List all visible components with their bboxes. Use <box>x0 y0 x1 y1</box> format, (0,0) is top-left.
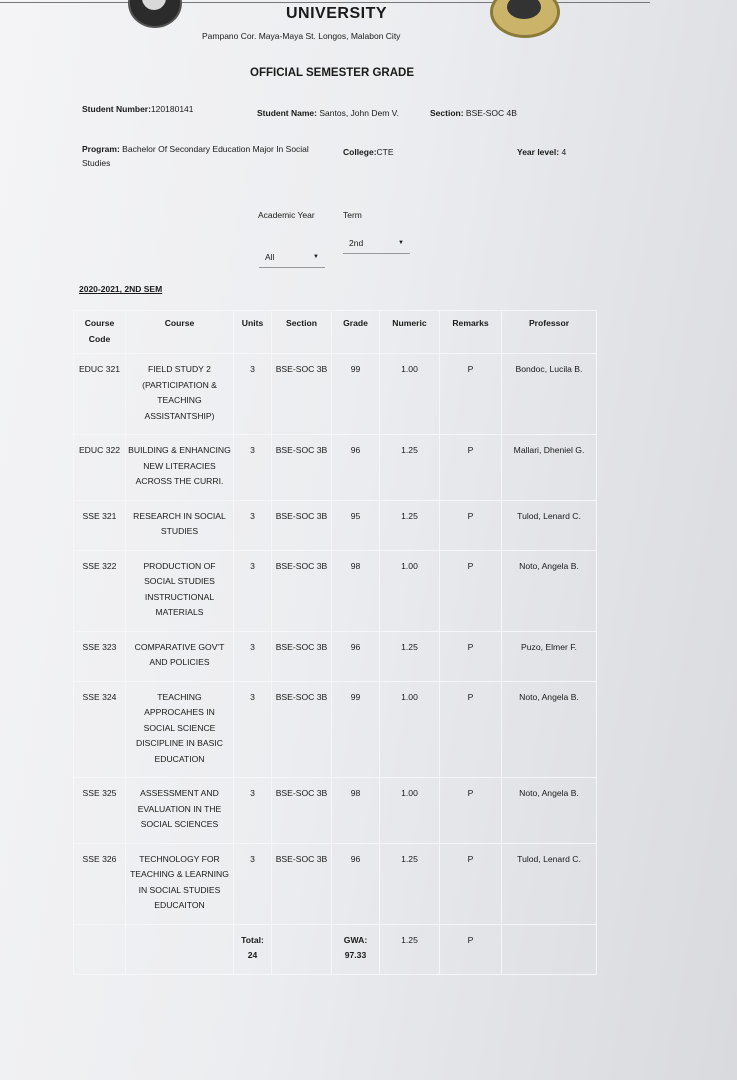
course-title: TECHNOLOGY FOR TEACHING & LEARNING IN SOCIAL STUDIES EDUCAITON <box>126 843 234 924</box>
numeric: 1.25 <box>380 631 440 681</box>
city-seal-icon <box>490 0 560 38</box>
gwa-value: 97.33 <box>344 950 367 960</box>
section: BSE-SOC 3B <box>272 550 332 631</box>
total-label: Total: <box>241 934 264 945</box>
course-code: SSE 322 <box>74 550 126 631</box>
course-title: FIELD STUDY 2 (PARTICIPATION & TEACHING ASSISTANTSHIP) <box>126 354 234 435</box>
grades-table <box>73 310 597 975</box>
professor: Tulod, Lenard C. <box>502 500 597 550</box>
course-title: RESEARCH IN SOCIAL STUDIES <box>126 500 234 550</box>
course-code: EDUC 321 <box>74 354 126 435</box>
grade: 96 <box>332 631 380 681</box>
remarks: P <box>440 843 502 924</box>
remarks: P <box>440 778 502 844</box>
table-row <box>74 778 597 844</box>
term-select[interactable] <box>343 232 410 254</box>
column-header: Course Code <box>74 311 126 354</box>
chevron-down-icon: ▼ <box>313 253 319 260</box>
course-title: TEACHING APPROCAHES IN SOCIAL SCIENCE DISCIPLINE IN BASIC EDUCATION <box>126 681 234 778</box>
table-row <box>74 435 597 501</box>
college-value: CTE <box>376 147 394 157</box>
units: 3 <box>234 778 272 844</box>
grade: 96 <box>332 843 380 924</box>
course-code: EDUC 322 <box>74 435 126 501</box>
column-header: Numeric <box>380 311 440 354</box>
section: BSE-SOC 3B <box>272 435 332 501</box>
units: 3 <box>234 681 272 778</box>
table-row <box>74 500 597 550</box>
gwa-label: GWA: <box>343 934 368 945</box>
semester-heading: 2020-2021, 2ND SEM <box>79 284 163 294</box>
section: BSE-SOC 3B <box>272 843 332 924</box>
column-header: Course <box>126 311 234 354</box>
numeric: 1.00 <box>380 778 440 844</box>
term-value: 2nd <box>349 237 364 248</box>
professor: Noto, Angela B. <box>502 778 597 844</box>
year-level-value: 4 <box>561 147 567 157</box>
student-number-field <box>82 102 194 116</box>
section-label: Section: <box>430 108 464 118</box>
academic-year-label: Academic Year <box>258 210 315 220</box>
student-number-value: 120180141 <box>150 104 194 114</box>
grade: 99 <box>332 354 380 435</box>
course-code: SSE 324 <box>74 681 126 778</box>
column-header: Units <box>234 311 272 354</box>
grade: 95 <box>332 500 380 550</box>
column-header: Professor <box>502 311 597 354</box>
section: BSE-SOC 3B <box>272 631 332 681</box>
section: BSE-SOC 3B <box>272 778 332 844</box>
section: BSE-SOC 3B <box>272 354 332 435</box>
total-units-cell <box>234 924 272 974</box>
program-value: Bachelor Of Secondary Education Major In Social Studies <box>82 144 309 168</box>
column-header: Remarks <box>440 311 502 354</box>
academic-year-select[interactable] <box>259 246 325 268</box>
course-code: SSE 325 <box>74 778 126 844</box>
year-level-label: Year level: <box>517 147 560 157</box>
remarks: P <box>440 550 502 631</box>
table-header-row <box>74 311 597 354</box>
course-code: SSE 321 <box>74 500 126 550</box>
remarks: P <box>440 354 502 435</box>
student-name-value: Santos, John Dem V. <box>319 108 399 118</box>
professor: Noto, Angela B. <box>502 550 597 631</box>
course-title: PRODUCTION OF SOCIAL STUDIES INSTRUCTIONAL MATERIALS <box>126 550 234 631</box>
student-number-label: Student Number: <box>82 104 151 114</box>
units: 3 <box>234 843 272 924</box>
gwa-remarks: P <box>440 924 502 974</box>
university-address: Pampano Cor. Maya-Maya St. Longos, Malabon City <box>202 31 401 41</box>
document-title: OFFICIAL SEMESTER GRADE <box>250 67 414 79</box>
units: 3 <box>234 550 272 631</box>
grade: 99 <box>332 681 380 778</box>
academic-year-value: All <box>265 251 275 262</box>
section: BSE-SOC 3B <box>272 500 332 550</box>
units: 3 <box>234 631 272 681</box>
total-units: 24 <box>247 950 258 960</box>
section-value: BSE-SOC 4B <box>465 108 517 118</box>
grade: 96 <box>332 435 380 501</box>
units: 3 <box>234 435 272 501</box>
numeric: 1.25 <box>380 843 440 924</box>
course-title: ASSESSMENT AND EVALUATION IN THE SOCIAL SCIENCES <box>126 778 234 844</box>
student-name-field <box>257 106 407 120</box>
column-header: Grade <box>332 311 380 354</box>
numeric: 1.25 <box>380 500 440 550</box>
section-field <box>430 106 517 120</box>
professor: Puzo, Elmer F. <box>502 631 597 681</box>
units: 3 <box>234 500 272 550</box>
grade: 98 <box>332 778 380 844</box>
totals-row <box>74 924 597 974</box>
remarks: P <box>440 500 502 550</box>
remarks: P <box>440 631 502 681</box>
table-row <box>74 550 597 631</box>
college-field <box>343 145 394 159</box>
numeric: 1.25 <box>380 435 440 501</box>
numeric: 1.00 <box>380 681 440 778</box>
professor: Mallari, Dheniel G. <box>502 435 597 501</box>
table-row <box>74 681 597 778</box>
table-row <box>74 631 597 681</box>
chevron-down-icon: ▼ <box>398 239 404 246</box>
table-row <box>74 354 597 435</box>
year-level-field <box>517 145 566 159</box>
term-label: Term <box>343 210 362 220</box>
gwa-numeric: 1.25 <box>380 924 440 974</box>
university-name: UNIVERSITY <box>286 5 388 22</box>
column-header: Section <box>272 311 332 354</box>
remarks: P <box>440 681 502 778</box>
professor: Noto, Angela B. <box>502 681 597 778</box>
course-code: SSE 323 <box>74 631 126 681</box>
program-label: Program: <box>82 144 120 154</box>
numeric: 1.00 <box>380 550 440 631</box>
numeric: 1.00 <box>380 354 440 435</box>
course-code: SSE 326 <box>74 843 126 924</box>
program-field <box>82 142 312 170</box>
course-title: COMPARATIVE GOV'T AND POLICIES <box>126 631 234 681</box>
course-title: BUILDING & ENHANCING NEW LITERACIES ACROSS THE CURRI. <box>126 435 234 501</box>
university-seal-icon <box>128 0 182 28</box>
professor: Bondoc, Lucila B. <box>502 354 597 435</box>
gwa-cell <box>332 924 380 974</box>
section: BSE-SOC 3B <box>272 681 332 778</box>
college-label: College: <box>343 147 377 157</box>
units: 3 <box>234 354 272 435</box>
grade: 98 <box>332 550 380 631</box>
professor: Tulod, Lenard C. <box>502 843 597 924</box>
remarks: P <box>440 435 502 501</box>
table-row <box>74 843 597 924</box>
student-name-label: Student Name: <box>257 108 317 118</box>
